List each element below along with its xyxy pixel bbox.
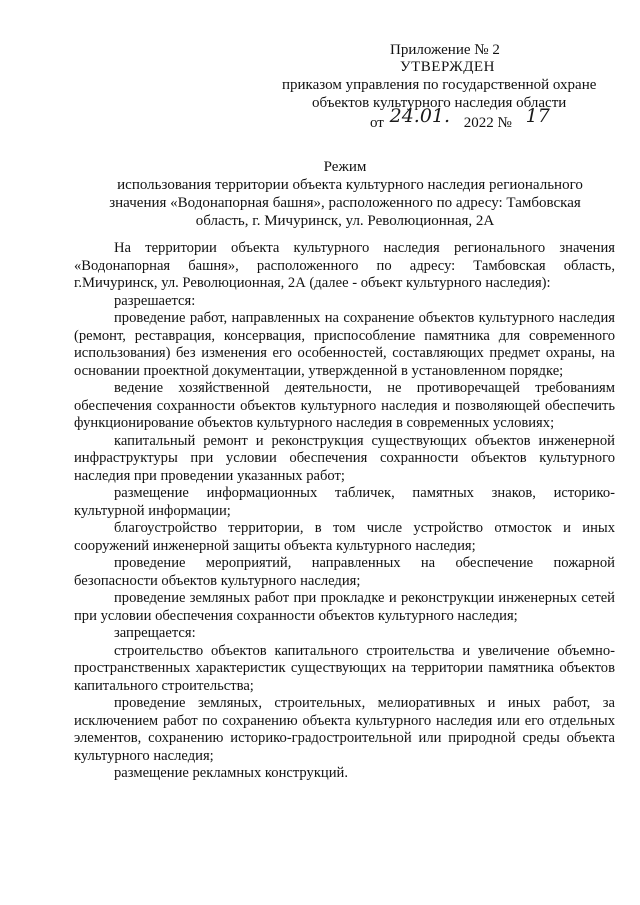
appendix-label: Приложение № 2 [390,42,500,58]
doc-subtitle-line-1: использования территории объекта культурного наследия регионального [117,177,583,193]
approved-label: УТВЕРЖДЕН [400,59,495,75]
order-line-1: приказом управления по государственной охране [282,77,597,93]
prohibited-item: проведение земляных, строительных, мелиоративных и иных работ, за исключением работ по сохранению объекта культурного наследия или его отдельных элементов, сохранению историко-градостроительной или природной среды объекта культурного наследия; [74,695,615,764]
permitted-item: капитальный ремонт и реконструкция существующих объектов инженерной инфраструктуры при условии обеспечения сохранности объектов культурного наследия при проведении указанных работ; [74,432,615,484]
prohibited-item: строительство объектов капитального строительства и увеличение объемно-пространственных характеристик существующих на территории памятника объектов капитального строительства; [74,642,615,694]
handwritten-number: 17 [525,105,550,127]
handwritten-date: 24.01. [389,105,451,127]
doc-subtitle-line-2: значения «Водонапорная башня», расположенного по адресу: Тамбовская [109,195,581,211]
doc-title: Режим [323,159,367,175]
document-body [74,240,615,783]
date-prefix: от [370,115,384,131]
permitted-item: размещение информационных табличек, памятных знаков, историко-культурной информации; [74,485,615,519]
permitted-item: благоустройство территории, в том числе устройство отмосток и иных сооружений инженерной защиты объекта культурного наследия; [74,520,615,554]
order-date-line [370,105,550,132]
year-number-label: 2022 № [463,115,512,131]
permitted-item: проведение мероприятий, направленных на обеспечение пожарной безопасности объектов культурного наследия; [74,555,615,589]
intro-paragraph: На территории объекта культурного наследия регионального значения «Водонапорная башня», расположенного по адресу: Тамбовская область, г.Мичуринск, ул. Революционная, 2А (далее - объект культурного наследия): [74,240,615,291]
prohibited-item: размещение рекламных конструкций. [114,765,348,781]
permitted-item: проведение работ, направленных на сохранение объектов культурного наследия (ремонт, реставрация, консервация, приспособление памятника для современного использования) без изменения его особенностей, составляющих предмет охраны, на основании проектной документации, утвержденной в установленном порядке; [74,310,615,379]
permitted-item: проведение земляных работ при прокладке и реконструкции инженерных сетей при условии обеспечения сохранности объектов культурного наследия; [74,590,615,624]
permitted-item: ведение хозяйственной деятельности, не противоречащей требованиям обеспечения сохранности объектов культурного наследия и позволяющей обеспечить функционирование объектов культурного наследия в современных условиях; [74,380,615,431]
doc-subtitle-line-3: область, г. Мичуринск, ул. Революционная, 2А [195,213,495,229]
order-line-2: объектов культурного наследия области [312,95,567,111]
permitted-heading: разрешается: [114,292,196,309]
prohibited-heading: запрещается: [114,625,196,641]
